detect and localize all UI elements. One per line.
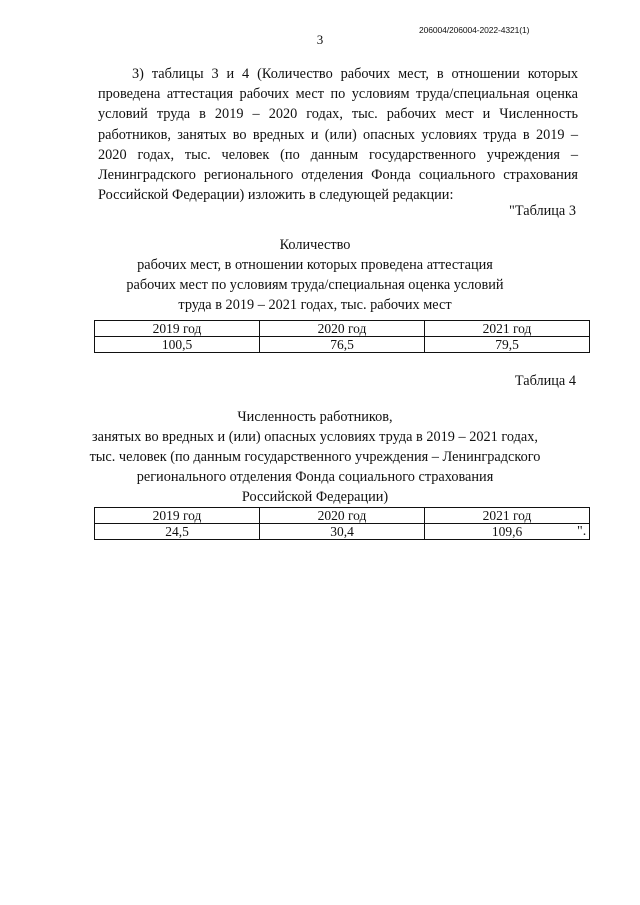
table3-header-cell: 2021 год xyxy=(425,321,590,337)
table4-value-cell: 30,4 xyxy=(260,524,425,540)
table4-title-line: Российской Федерации) xyxy=(241,489,389,505)
table4 xyxy=(94,507,590,540)
table4-title-line: Численность работников, xyxy=(237,409,393,425)
table3-value-row xyxy=(95,337,590,353)
table3-value-cell: 79,5 xyxy=(425,337,590,353)
table4-value-row xyxy=(95,524,590,540)
table3-title-line: труда в 2019 – 2021 годах, тыс. рабочих мест xyxy=(178,297,452,313)
table3-value-cell: 76,5 xyxy=(260,337,425,353)
table3-header-row xyxy=(95,321,590,337)
table4-title-line: тыс. человек (по данным государственного учреждения – Ленинградского xyxy=(89,449,541,465)
page-number: 3 xyxy=(316,32,324,47)
body-paragraph: 3) таблицы 3 и 4 (Количество рабочих мест, в отношении которых проведена аттестация рабочих мест по условиям труда/специальная оценка условий труда в 2019 – 2020 годах, тыс. рабочих мест и Численность работников, занятых во вредных и (или) опасных условиях труда в 2019 – 2020 годах, тыс. человек (по данным государственного учреждения – Ленинградского регионального отделения Фонда социального страхования Российской Федерации) изложить в следующей редакции: xyxy=(98,66,578,204)
table3-label: "Таблица 3 xyxy=(509,203,576,219)
table3-header-cell: 2019 год xyxy=(95,321,260,337)
table4-label: Таблица 4 xyxy=(514,373,576,389)
document-id: 206004/206004-2022-4321(1) xyxy=(419,25,530,35)
closing-quote-mark: ". xyxy=(577,524,587,539)
table4-value-cell: 109,6 xyxy=(425,524,590,540)
table3-value-cell: 100,5 xyxy=(95,337,260,353)
table4-title-line: занятых во вредных и (или) опасных условиях труда в 2019 – 2021 годах, xyxy=(92,429,538,445)
table3-title-line: Количество xyxy=(279,237,351,253)
table4-header-cell: 2021 год xyxy=(425,508,590,524)
table4-header-cell: 2019 год xyxy=(95,508,260,524)
table4-header-row xyxy=(95,508,590,524)
table3-header-cell: 2020 год xyxy=(260,321,425,337)
table3 xyxy=(94,320,590,353)
table3-title xyxy=(60,235,570,315)
table4-title xyxy=(60,407,570,507)
table3-title-line: рабочих мест, в отношении которых проведена аттестация xyxy=(137,257,493,273)
table4-title-line: регионального отделения Фонда социального страхования xyxy=(136,469,494,485)
table4-header-cell: 2020 год xyxy=(260,508,425,524)
table4-value-cell: 24,5 xyxy=(95,524,260,540)
table3-title-line: рабочих мест по условиям труда/специальная оценка условий xyxy=(126,277,504,293)
